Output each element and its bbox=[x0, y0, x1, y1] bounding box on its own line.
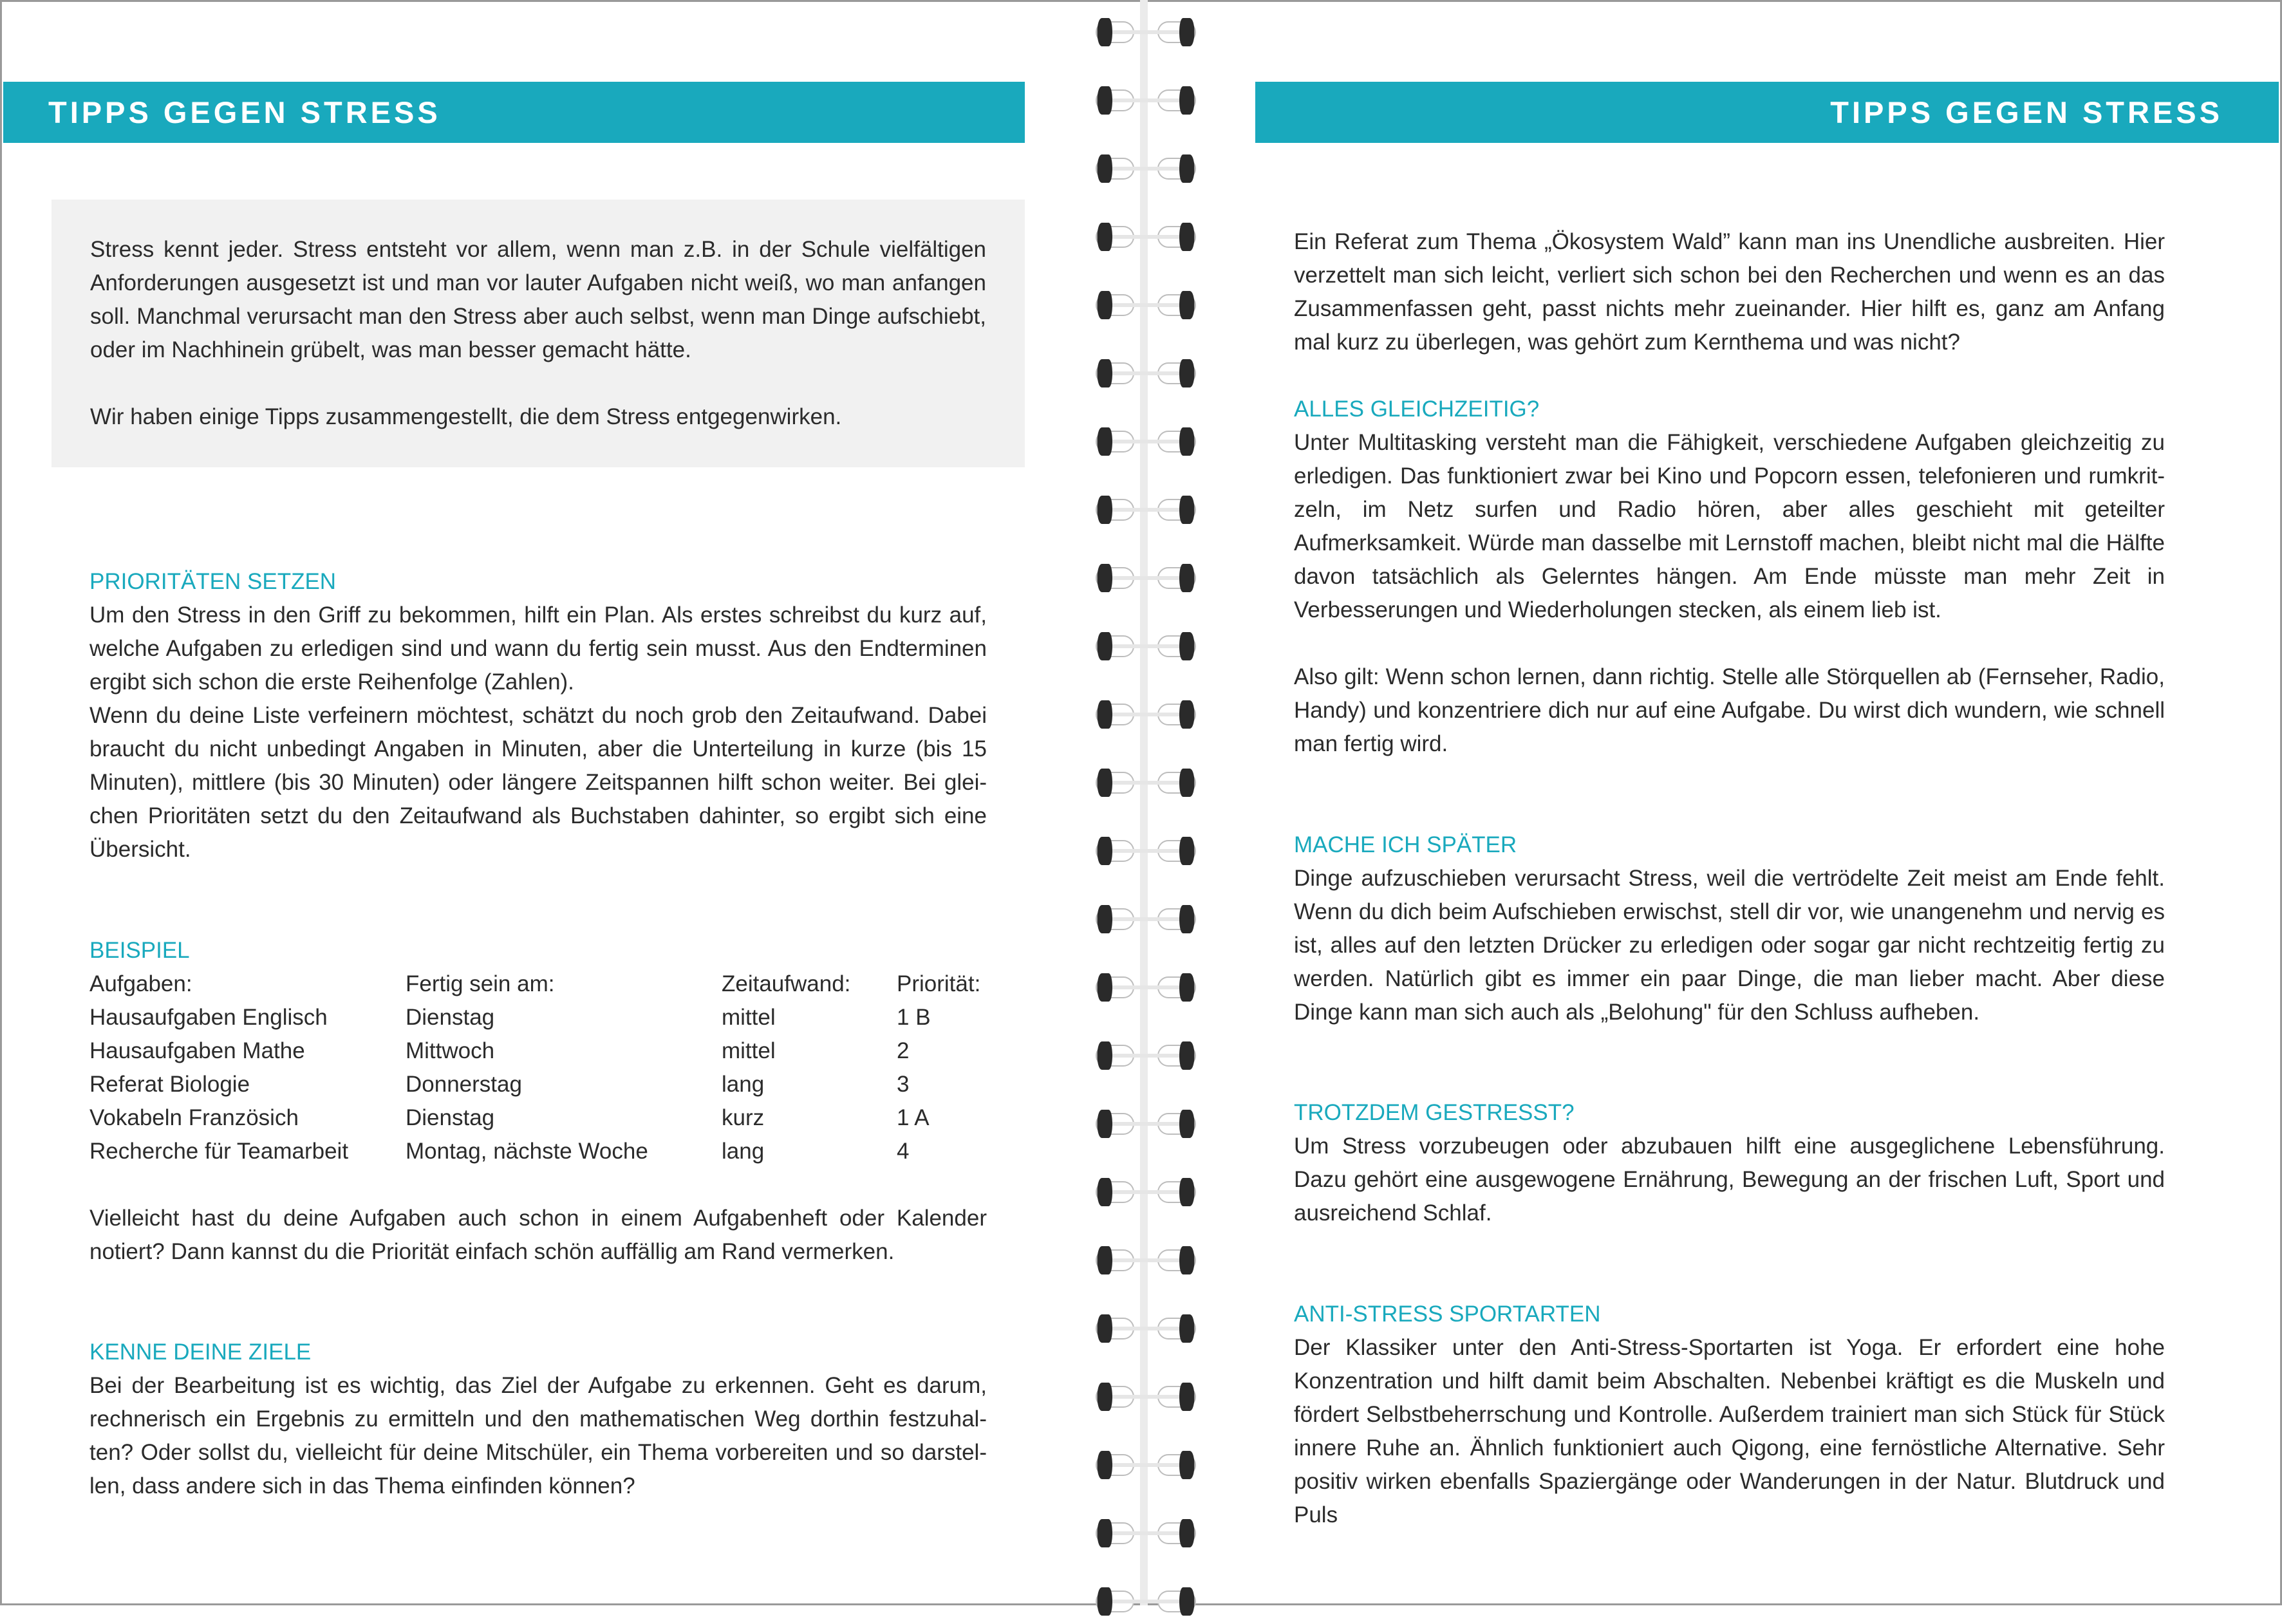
section-paragraph: Ein Referat zum Thema „Ökosystem Wald” kann man ins Unendliche ausbreiten. Hier verzettelt man sich leicht, verliert sich schon bei den Recherchen und wenn es an das Zusammenfassen geht, passt nichts mehr zueinander. Hier hilft es, ganz am Anfang mal kurz zu überlegen, was gehört zum Kernthema und was nicht? bbox=[1294, 229, 2165, 355]
section-prioritaeten bbox=[89, 565, 987, 866]
section-heading: TROTZDEM GESTRESST? bbox=[1294, 1100, 1575, 1125]
binding-ring bbox=[1094, 1173, 1197, 1211]
table-cell: 2 bbox=[897, 1038, 910, 1063]
binding-ring bbox=[1094, 422, 1197, 461]
section-paragraph: Um den Stress in den Griff zu bekommen, hilft ein Plan. Als erstes schreibst du kurz auf, welche Aufgaben zu erledigen sind und wann du fertig sein musst. Aus den Endterminen ergibt sich schon die erste Reihenfolge (Zahlen). bbox=[89, 602, 987, 695]
table-row bbox=[89, 1001, 987, 1034]
binding-ring bbox=[1094, 13, 1197, 51]
binding-ring bbox=[1094, 1309, 1197, 1348]
binding-ring bbox=[1094, 490, 1197, 529]
binding-ring bbox=[1094, 1377, 1197, 1416]
table-cell: mittel bbox=[722, 1005, 776, 1030]
binding-ring bbox=[1094, 900, 1197, 938]
section-gestresst bbox=[1294, 1096, 2165, 1230]
section-sportarten bbox=[1294, 1298, 2165, 1532]
table-cell: lang bbox=[722, 1072, 765, 1097]
spiral-binding bbox=[1094, 0, 1197, 1605]
column-header: Aufgaben: bbox=[89, 971, 192, 996]
column-header: Priorität: bbox=[897, 971, 981, 996]
binding-ring bbox=[1094, 218, 1197, 256]
section-heading: PRIORITÄTEN SETZEN bbox=[89, 569, 337, 594]
binding-ring bbox=[1094, 1582, 1197, 1621]
section-heading: BEISPIEL bbox=[89, 938, 190, 963]
binding-ring bbox=[1094, 149, 1197, 188]
section-heading: ANTI-STRESS SPORTARTEN bbox=[1294, 1302, 1601, 1327]
binding-ring bbox=[1094, 1036, 1197, 1075]
intro-paragraph-2: Wir haben einige Tipps zusammengestellt, die dem Stress entgegenwirken. bbox=[90, 404, 842, 429]
binding-ring bbox=[1094, 286, 1197, 324]
table-cell: 1 A bbox=[897, 1105, 930, 1130]
table-cell: Dienstag bbox=[406, 1005, 495, 1030]
binding-ring bbox=[1094, 1514, 1197, 1553]
table-cell: Dienstag bbox=[406, 1105, 495, 1130]
section-paragraph: Der Klassiker unter den Anti-Stress-Sportarten ist Yoga. Er erfordert eine hohe Konzentration und hilft damit beim Abschalten. Nebenbei kräftigt es die Muskeln und fördert Selbstbeherrschung und Kontrolle. Außerdem trainiert man sich Stück für Stück innere Ruhe an. Ähnlich funktioniert auch Qigong, eine fernöstliche Alternative. Sehr positiv wirken ebenfalls Spaziergänge oder Wanderungen in der Natur. Blutdruck und Puls bbox=[1294, 1335, 2165, 1527]
intro-paragraph-1: Stress kennt jeder. Stress entsteht vor allem, wenn man z.B. in der Schule vielfältigen Anforderungen ausgesetzt ist und man vor lauter Aufgaben nicht weiß, wo man anfangen soll. Manchmal verursacht man den Stress aber auch selbst, wenn man Dinge aufschiebt, oder im Nachhinein grübelt, was man besser gemacht hätte. bbox=[90, 237, 986, 362]
table-row bbox=[89, 1101, 987, 1135]
section-intro-right bbox=[1294, 225, 2165, 359]
table-cell: 3 bbox=[897, 1072, 910, 1097]
right-banner-title: TIPPS GEGEN STRESS bbox=[1255, 82, 2279, 143]
table-cell: Donnerstag bbox=[406, 1072, 522, 1097]
right-page bbox=[1197, 0, 2282, 1605]
binding-ring bbox=[1094, 968, 1197, 1007]
table-cell: kurz bbox=[722, 1105, 765, 1130]
binding-ring bbox=[1094, 81, 1197, 120]
section-gleichzeitig bbox=[1294, 393, 2165, 761]
table-row bbox=[89, 1068, 987, 1101]
binding-ring bbox=[1094, 832, 1197, 870]
table-cell: Recherche für Teamarbeit bbox=[89, 1139, 349, 1164]
section-paragraph: Also gilt: Wenn schon lernen, dann richtig. Stelle alle Störquellen ab (Fernseher, Radio, Handy) und konzentriere dich nur auf eine Aufgabe. Du wirst dich wundern, wie schnell man fertig wird. bbox=[1294, 664, 2165, 756]
section-paragraph: Wenn du deine Liste verfeinern möchtest, schätzt du noch grob den Zeitaufwand. Dabei braucht du nicht unbedingt Angaben in Minuten, aber die Unterteilung in kurze (bis 15 Minuten), mittlere (bis 30 Minuten) oder längere Zeitspannen hilft schon weiter. Bei gleichen Prioritäten setzt du den Zeitaufwand als Buchstaben dahinter, so ergibt sich eine Übersicht. bbox=[89, 703, 987, 862]
section-paragraph: Vielleicht hast du deine Aufgaben auch schon in einem Aufgabenheft oder Kalender notiert? Dann kannst du die Priorität einfach schön auffällig am Rand vermerken. bbox=[89, 1206, 987, 1264]
table-cell: Vokabeln Französich bbox=[89, 1105, 299, 1130]
intro-box bbox=[51, 200, 1025, 467]
binding-ring bbox=[1094, 627, 1197, 666]
binding-ring bbox=[1094, 354, 1197, 393]
binding-ring bbox=[1094, 695, 1197, 734]
table-row bbox=[89, 1034, 987, 1068]
section-heading: ALLES GLEICHZEITIG? bbox=[1294, 397, 1540, 422]
section-heading: KENNE DEINE ZIELE bbox=[89, 1339, 312, 1365]
table-cell: Montag, nächste Woche bbox=[406, 1139, 648, 1164]
table-cell: Referat Biologie bbox=[89, 1072, 250, 1097]
table-cell: mittel bbox=[722, 1038, 776, 1063]
section-paragraph: Unter Multitasking versteht man die Fähigkeit, verschiedene Aufgaben gleichzeitig zu erledigen. Das funktioniert zwar bei Kino und Popcorn essen, telefonieren und rumkritzeln, im Netz surfen und Radio hören, aber alles geschieht mit geteilter Aufmerksamkeit. Würde man dasselbe mit Lernstoff machen, bleibt nicht mal die Hälfte davon tatsächlich als Gelerntes hängen. Am Ende müsste man mehr Zeit in Verbesserungen und Wiederholungen stecken, als einem lieb ist. bbox=[1294, 430, 2165, 622]
section-paragraph: Um Stress vorzubeugen oder abzubauen hilft eine ausgeglichene Lebensführung. Dazu gehört eine ausgewogene Ernährung, Bewegung an der frischen Luft, Sport und ausreichend Schlaf. bbox=[1294, 1134, 2165, 1226]
binding-ring bbox=[1094, 1241, 1197, 1280]
table-cell: Mittwoch bbox=[406, 1038, 495, 1063]
binding-ring bbox=[1094, 1446, 1197, 1484]
example-table bbox=[89, 967, 987, 1168]
section-spaeter bbox=[1294, 828, 2165, 1029]
table-cell: lang bbox=[722, 1139, 765, 1164]
section-paragraph: Bei der Bearbeitung ist es wichtig, das Ziel der Aufgabe zu erkennen. Geht es darum, rechnerisch ein Ergebnis zu ermitteln und den mathematischen Weg dorthin festzuhalten? Oder sollst du, vielleicht für deine Mitschüler, ein Thema vorbereiten und so darstellen, dass andere sich in das Thema einfinden können? bbox=[89, 1373, 987, 1498]
section-paragraph: Dinge aufzuschieben verursacht Stress, weil die vertrödelte Zeit meist am Ende fehlt. Wenn du dich beim Aufschieben erwischst, stell dir vor, wie unangenehm und nervig es ist, alles auf den letzten Drücker zu erledigen oder sogar gar nicht rechtzeitig fertig zu werden. Natürlich gibt es immer ein paar Dinge, die man lieber macht. Aber diese Dinge kann man sich auch als „Belohung" für den Schluss aufheben. bbox=[1294, 866, 2165, 1025]
section-ziele bbox=[89, 1336, 987, 1503]
section-beispiel bbox=[89, 934, 987, 1269]
binding-ring bbox=[1094, 763, 1197, 802]
column-header: Zeitaufwand: bbox=[722, 971, 851, 996]
binding-ring bbox=[1094, 1105, 1197, 1143]
table-cell: Hausaufgaben Mathe bbox=[89, 1038, 305, 1063]
section-heading: MACHE ICH SPÄTER bbox=[1294, 832, 1517, 857]
column-header: Fertig sein am: bbox=[406, 971, 555, 996]
table-cell: 4 bbox=[897, 1139, 910, 1164]
table-row bbox=[89, 1135, 987, 1168]
table-cell: 1 B bbox=[897, 1005, 931, 1030]
left-banner-title: TIPPS GEGEN STRESS bbox=[3, 82, 1025, 143]
table-header-row bbox=[89, 967, 987, 1001]
table-cell: Hausaufgaben Englisch bbox=[89, 1005, 328, 1030]
binding-ring bbox=[1094, 559, 1197, 597]
left-page bbox=[0, 0, 1094, 1605]
